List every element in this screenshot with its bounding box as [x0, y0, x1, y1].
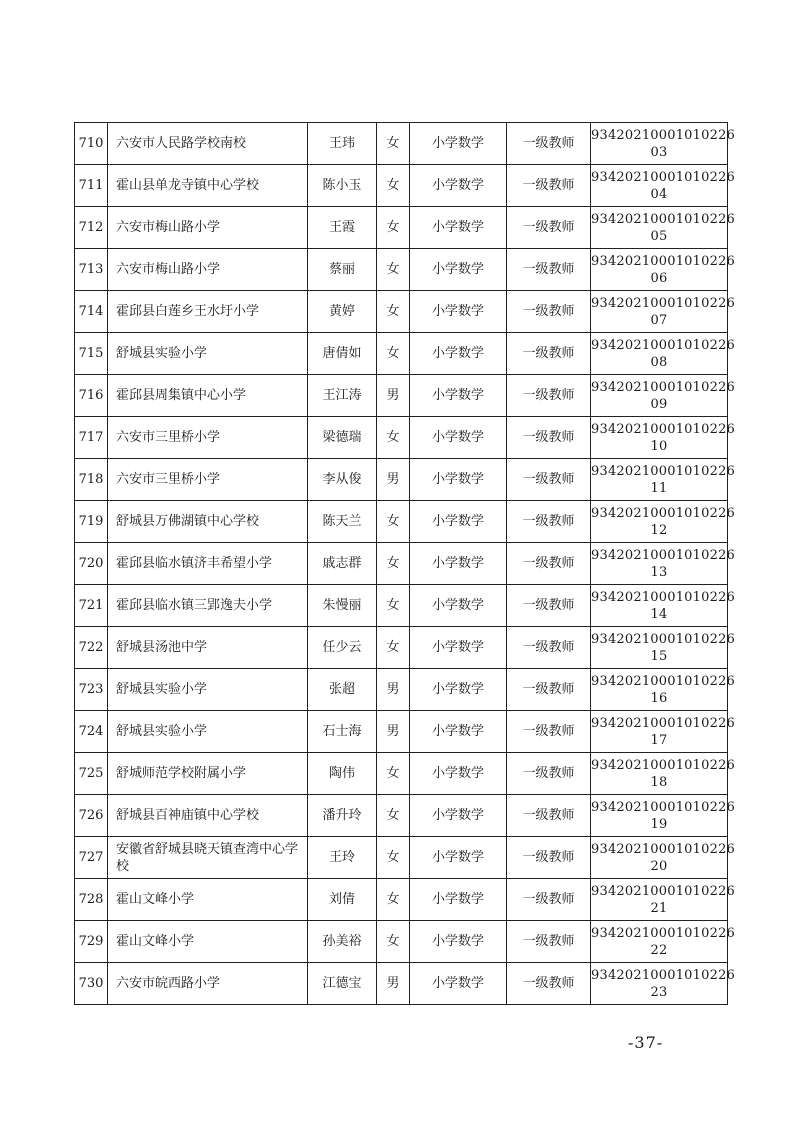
teacher-name-cell: 黄婷	[308, 291, 377, 333]
title-cell: 一级教师	[507, 207, 591, 249]
gender-cell: 女	[377, 585, 410, 627]
certificate-number-line: 13	[650, 564, 668, 580]
subject-cell: 小学数学	[410, 207, 507, 249]
title-cell: 一级教师	[507, 123, 591, 165]
title-cell: 一级教师	[507, 963, 591, 1005]
certificate-number-cell	[591, 459, 736, 501]
subject-cell: 小学数学	[410, 921, 507, 963]
row-number-cell: 717	[75, 417, 108, 459]
certificate-number-line: 19	[650, 816, 668, 832]
certificate-number-line: 23	[650, 984, 668, 1000]
certificate-number-line: 93420210001010226	[591, 673, 736, 689]
certificate-number-line: 93420210001010226	[591, 547, 736, 563]
table-row	[75, 921, 728, 963]
teacher-name-cell: 刘倩	[308, 879, 377, 921]
row-number-cell: 727	[75, 837, 108, 879]
certificate-number-line: 17	[650, 732, 668, 748]
gender-cell: 女	[377, 837, 410, 879]
table-row	[75, 165, 728, 207]
teacher-roster-table	[74, 122, 736, 1005]
certificate-number-cell	[591, 879, 736, 921]
row-number-cell: 728	[75, 879, 108, 921]
table-row	[75, 627, 728, 669]
roster-body	[75, 123, 736, 1005]
title-cell: 一级教师	[507, 249, 591, 291]
row-number-cell: 715	[75, 333, 108, 375]
title-cell: 一级教师	[507, 417, 591, 459]
certificate-number-line: 11	[650, 480, 668, 496]
row-number-cell: 711	[75, 165, 108, 207]
title-cell: 一级教师	[507, 543, 591, 585]
certificate-number-cell	[591, 291, 736, 333]
gender-cell: 女	[377, 753, 410, 795]
certificate-number-cell	[591, 543, 736, 585]
certificate-number-line: 08	[650, 354, 668, 370]
certificate-number-line: 07	[650, 312, 668, 328]
table-row	[75, 333, 728, 375]
subject-cell: 小学数学	[410, 417, 507, 459]
certificate-number-line: 93420210001010226	[591, 295, 736, 311]
table-row	[75, 585, 728, 627]
table-row	[75, 501, 728, 543]
school-cell: 六安市三里桥小学	[108, 459, 308, 501]
gender-cell: 男	[377, 375, 410, 417]
certificate-number-line: 22	[650, 942, 668, 958]
title-cell: 一级教师	[507, 669, 591, 711]
teacher-name-cell: 朱慢丽	[308, 585, 377, 627]
title-cell: 一级教师	[507, 837, 591, 879]
gender-cell: 女	[377, 249, 410, 291]
certificate-number-cell	[591, 837, 736, 879]
table-row	[75, 123, 728, 165]
row-number-cell: 724	[75, 711, 108, 753]
certificate-number-line: 15	[650, 648, 668, 664]
teacher-name-cell: 戚志群	[308, 543, 377, 585]
school-cell: 霍山文峰小学	[108, 879, 308, 921]
teacher-name-cell: 唐倩如	[308, 333, 377, 375]
gender-cell: 女	[377, 627, 410, 669]
school-cell: 舒城县实验小学	[108, 711, 308, 753]
school-cell: 霍山文峰小学	[108, 921, 308, 963]
teacher-name-cell: 任少云	[308, 627, 377, 669]
subject-cell: 小学数学	[410, 879, 507, 921]
teacher-name-cell: 王江涛	[308, 375, 377, 417]
certificate-number-line: 20	[650, 858, 668, 874]
teacher-name-cell: 陈天兰	[308, 501, 377, 543]
subject-cell: 小学数学	[410, 837, 507, 879]
row-number-cell: 721	[75, 585, 108, 627]
gender-cell: 女	[377, 207, 410, 249]
table-row	[75, 459, 728, 501]
school-cell: 霍邱县白莲乡王水圩小学	[108, 291, 308, 333]
title-cell: 一级教师	[507, 459, 591, 501]
table-row	[75, 753, 728, 795]
row-number-cell: 718	[75, 459, 108, 501]
certificate-number-line: 93420210001010226	[591, 841, 736, 857]
teacher-name-cell: 陈小玉	[308, 165, 377, 207]
subject-cell: 小学数学	[410, 711, 507, 753]
school-cell: 六安市人民路学校南校	[108, 123, 308, 165]
teacher-name-cell: 王玲	[308, 837, 377, 879]
subject-cell: 小学数学	[410, 963, 507, 1005]
certificate-number-cell	[591, 375, 736, 417]
certificate-number-cell	[591, 585, 736, 627]
title-cell: 一级教师	[507, 753, 591, 795]
title-cell: 一级教师	[507, 291, 591, 333]
school-cell: 舒城县汤池中学	[108, 627, 308, 669]
certificate-number-cell	[591, 963, 736, 1005]
title-cell: 一级教师	[507, 375, 591, 417]
row-number-cell: 730	[75, 963, 108, 1005]
certificate-number-line: 10	[650, 438, 668, 454]
subject-cell: 小学数学	[410, 165, 507, 207]
table-row	[75, 963, 728, 1005]
certificate-number-line: 06	[650, 270, 668, 286]
row-number-cell: 714	[75, 291, 108, 333]
certificate-number-line: 93420210001010226	[591, 505, 736, 521]
row-number-cell: 720	[75, 543, 108, 585]
table-row	[75, 837, 728, 879]
school-cell: 舒城县百神庙镇中心学校	[108, 795, 308, 837]
title-cell: 一级教师	[507, 165, 591, 207]
certificate-number-line: 93420210001010226	[591, 421, 736, 437]
teacher-name-cell: 江德宝	[308, 963, 377, 1005]
gender-cell: 女	[377, 795, 410, 837]
certificate-number-line: 93420210001010226	[591, 799, 736, 815]
title-cell: 一级教师	[507, 585, 591, 627]
subject-cell: 小学数学	[410, 627, 507, 669]
subject-cell: 小学数学	[410, 753, 507, 795]
teacher-name-cell: 陶伟	[308, 753, 377, 795]
school-cell: 安徽省舒城县晓天镇查湾中心学校	[108, 837, 308, 879]
subject-cell: 小学数学	[410, 123, 507, 165]
school-cell: 六安市梅山路小学	[108, 207, 308, 249]
table-row	[75, 669, 728, 711]
teacher-name-cell: 石士海	[308, 711, 377, 753]
title-cell: 一级教师	[507, 921, 591, 963]
school-cell: 六安市皖西路小学	[108, 963, 308, 1005]
teacher-name-cell: 孙美裕	[308, 921, 377, 963]
certificate-number-line: 93420210001010226	[591, 757, 736, 773]
school-cell: 舒城县实验小学	[108, 669, 308, 711]
table-row	[75, 879, 728, 921]
teacher-name-cell: 潘升玲	[308, 795, 377, 837]
certificate-number-line: 18	[650, 774, 668, 790]
row-number-cell: 725	[75, 753, 108, 795]
gender-cell: 女	[377, 921, 410, 963]
gender-cell: 女	[377, 543, 410, 585]
subject-cell: 小学数学	[410, 291, 507, 333]
certificate-number-cell	[591, 207, 736, 249]
certificate-number-cell	[591, 921, 736, 963]
school-cell: 霍邱县周集镇中心小学	[108, 375, 308, 417]
certificate-number-cell	[591, 333, 736, 375]
certificate-number-cell	[591, 669, 736, 711]
certificate-number-line: 14	[650, 606, 668, 622]
certificate-number-line: 16	[650, 690, 668, 706]
certificate-number-line: 93420210001010226	[591, 253, 736, 269]
certificate-number-line: 93420210001010226	[591, 883, 736, 899]
certificate-number-line: 05	[650, 228, 668, 244]
school-cell: 霍邱县临水镇三郢逸夫小学	[108, 585, 308, 627]
subject-cell: 小学数学	[410, 669, 507, 711]
table-row	[75, 543, 728, 585]
teacher-name-cell: 李从俊	[308, 459, 377, 501]
certificate-number-line: 93420210001010226	[591, 463, 736, 479]
gender-cell: 男	[377, 459, 410, 501]
title-cell: 一级教师	[507, 501, 591, 543]
teacher-name-cell: 蔡丽	[308, 249, 377, 291]
certificate-number-line: 93420210001010226	[591, 169, 736, 185]
school-cell: 六安市三里桥小学	[108, 417, 308, 459]
certificate-number-line: 09	[650, 396, 668, 412]
subject-cell: 小学数学	[410, 333, 507, 375]
gender-cell: 女	[377, 879, 410, 921]
page-number: -37-	[628, 1033, 664, 1052]
certificate-number-line: 93420210001010226	[591, 967, 736, 983]
table-row	[75, 417, 728, 459]
title-cell: 一级教师	[507, 795, 591, 837]
certificate-number-line: 21	[650, 900, 668, 916]
row-number-cell: 713	[75, 249, 108, 291]
gender-cell: 女	[377, 165, 410, 207]
certificate-number-line: 93420210001010226	[591, 379, 736, 395]
table-row	[75, 249, 728, 291]
subject-cell: 小学数学	[410, 375, 507, 417]
row-number-cell: 729	[75, 921, 108, 963]
gender-cell: 男	[377, 669, 410, 711]
table-row	[75, 795, 728, 837]
teacher-name-cell: 张超	[308, 669, 377, 711]
certificate-number-line: 93420210001010226	[591, 211, 736, 227]
teacher-name-cell: 梁德瑞	[308, 417, 377, 459]
certificate-number-line: 93420210001010226	[591, 589, 736, 605]
certificate-number-line: 04	[650, 186, 668, 202]
certificate-number-cell	[591, 417, 736, 459]
school-cell: 霍山县单龙寺镇中心学校	[108, 165, 308, 207]
row-number-cell: 712	[75, 207, 108, 249]
row-number-cell: 722	[75, 627, 108, 669]
certificate-number-cell	[591, 165, 736, 207]
gender-cell: 女	[377, 291, 410, 333]
row-number-cell: 716	[75, 375, 108, 417]
title-cell: 一级教师	[507, 627, 591, 669]
table-row	[75, 375, 728, 417]
school-cell: 霍邱县临水镇济丰希望小学	[108, 543, 308, 585]
subject-cell: 小学数学	[410, 795, 507, 837]
row-number-cell: 710	[75, 123, 108, 165]
certificate-number-line: 93420210001010226	[591, 127, 736, 143]
certificate-number-line: 93420210001010226	[591, 631, 736, 647]
certificate-number-line: 93420210001010226	[591, 925, 736, 941]
title-cell: 一级教师	[507, 879, 591, 921]
subject-cell: 小学数学	[410, 249, 507, 291]
certificate-number-cell	[591, 795, 736, 837]
table-row	[75, 711, 728, 753]
certificate-number-line: 12	[650, 522, 668, 538]
table-row	[75, 207, 728, 249]
certificate-number-line: 93420210001010226	[591, 337, 736, 353]
gender-cell: 女	[377, 123, 410, 165]
gender-cell: 男	[377, 711, 410, 753]
certificate-number-cell	[591, 249, 736, 291]
row-number-cell: 719	[75, 501, 108, 543]
row-number-cell: 723	[75, 669, 108, 711]
school-cell: 舒城师范学校附属小学	[108, 753, 308, 795]
subject-cell: 小学数学	[410, 543, 507, 585]
school-cell: 六安市梅山路小学	[108, 249, 308, 291]
teacher-name-cell: 王霞	[308, 207, 377, 249]
table-row	[75, 291, 728, 333]
certificate-number-cell	[591, 753, 736, 795]
row-number-cell: 726	[75, 795, 108, 837]
subject-cell: 小学数学	[410, 459, 507, 501]
teacher-name-cell: 王玮	[308, 123, 377, 165]
certificate-number-cell	[591, 501, 736, 543]
school-cell: 舒城县实验小学	[108, 333, 308, 375]
school-cell: 舒城县万佛湖镇中心学校	[108, 501, 308, 543]
certificate-number-cell	[591, 627, 736, 669]
gender-cell: 女	[377, 501, 410, 543]
gender-cell: 女	[377, 333, 410, 375]
certificate-number-cell	[591, 123, 736, 165]
gender-cell: 女	[377, 417, 410, 459]
title-cell: 一级教师	[507, 333, 591, 375]
title-cell: 一级教师	[507, 711, 591, 753]
gender-cell: 男	[377, 963, 410, 1005]
certificate-number-line: 03	[650, 144, 668, 160]
subject-cell: 小学数学	[410, 585, 507, 627]
certificate-number-line: 93420210001010226	[591, 715, 736, 731]
subject-cell: 小学数学	[410, 501, 507, 543]
certificate-number-cell	[591, 711, 736, 753]
